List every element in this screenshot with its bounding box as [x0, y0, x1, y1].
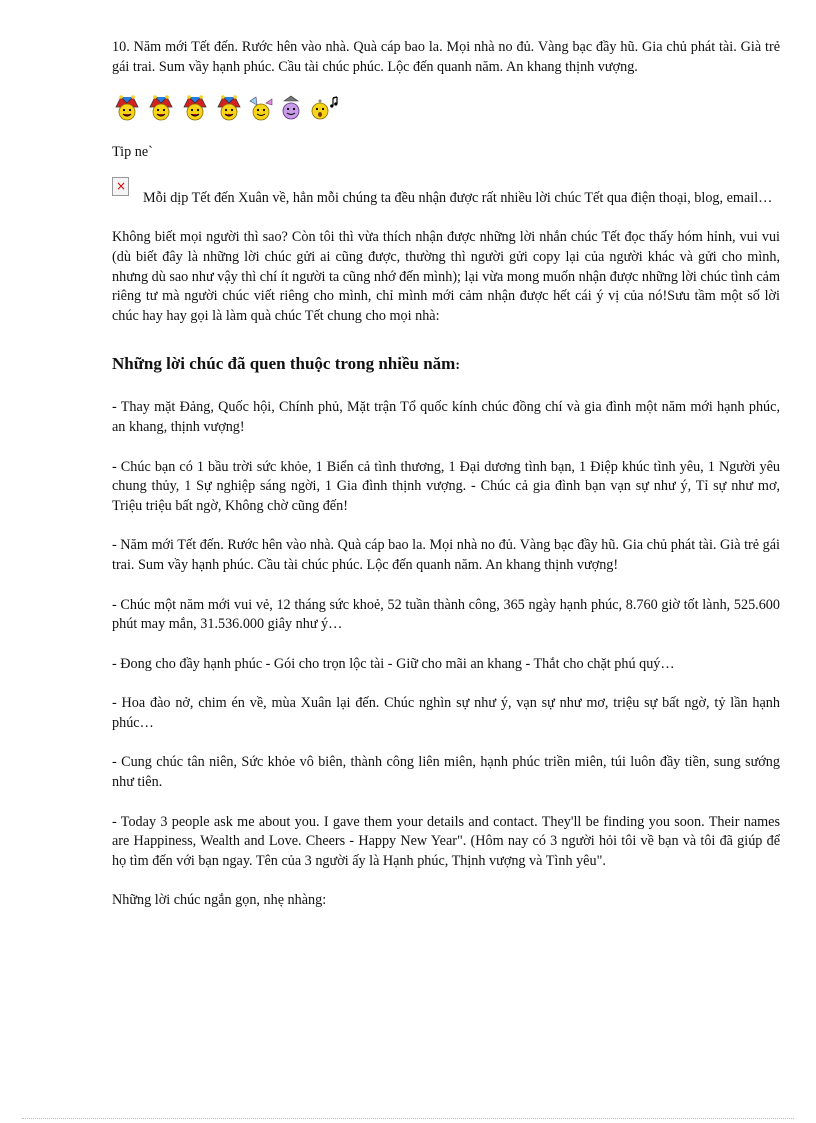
section-heading-text: Những lời chúc đã quen thuộc trong nhiều năm [112, 354, 456, 374]
wish-paragraph: - Chúc bạn có 1 bầu trời sức khỏe, 1 Biển cả tình thương, 1 Đại dương tình bạn, 1 Điệp khúc tình yêu, 1 Người yêu chung thủy, 1 Sự nghiệp sáng ngời, 1 Gia đình thịnh vượng. - Chúc cả gia đình bạn vạn sự như ý, Tỉ sự như mơ, Triệu triệu bất ngờ, Không chờ cũng đến! [112, 458, 780, 514]
wish-paragraph: - Đong cho đầy hạnh phúc - Gói cho trọn lộc tài - Giữ cho mãi an khang - Thắt cho chặt phú quý… [112, 655, 675, 672]
bell-smiley-icon [278, 95, 304, 121]
section-heading-suffix: : [455, 358, 461, 374]
opinion-paragraph: Không biết mọi người thì sao? Còn tôi thì vừa thích nhận được những lời nhắn chúc Tết đọc thấy hóm hỉnh, vui vui (dù biết đây là những lời chúc gửi ai cũng được, thường thì người gửi copy lại của người khác và gửi cho mình, nhưng dù sao như vậy thì chí ít người ta cũng nhớ đến mình); lại vừa mong muốn nhận được những lời chúc tình cảm riêng tư mà người chúc viết riêng cho mình, chỉ mình mới cảm nhận được hết cái ý vị của nó!Sưu tầm một số lời chúc hay hay gọi là làm quà chúc Tết chung cho mọi nhà: [112, 229, 780, 324]
party-horn-smiley-icon [248, 95, 274, 121]
document-body [112, 38, 780, 911]
tip-paragraph [112, 189, 780, 209]
wish-paragraph: - Thay mặt Đảng, Quốc hội, Chính phủ, Mặt trận Tổ quốc kính chúc đồng chí và gia đình một năm mới hạnh phúc, an khang, thịnh vượng! [112, 399, 780, 435]
music-note-smiley-icon [308, 95, 340, 121]
jester-smiley-icon [180, 95, 210, 121]
jester-smiley-icon [146, 95, 176, 121]
wish-paragraph: - Cung chúc tân niên, Sức khỏe vô biên, thành công liên miên, hạnh phúc triền miên, túi luôn đầy tiền, sung sướng như tiên. [112, 754, 780, 791]
intro-paragraph: 10. Năm mới Tết đến. Rước hên vào nhà. Quà cáp bao la. Mọi nhà no đủ. Vàng bạc đầy hũ. Gia chủ phát tài. Già trẻ gái trai. Sum vầy hạnh phúc. Cầu tài chúc phúc. Lộc đến quanh năm. An khang thịnh vượng. [112, 39, 780, 75]
broken-image-icon [112, 177, 129, 196]
tip-label: Tip ne` [112, 144, 153, 161]
section-heading [112, 352, 780, 378]
emoticon-row [112, 93, 780, 121]
tip-paragraph-text: Mỗi dịp Tết đến Xuân về, hẳn mỗi chúng ta đều nhận được rất nhiều lời chúc Tết qua điện thoại, blog, email… [143, 189, 773, 206]
wish-paragraph: - Today 3 people ask me about you. I gave them your details and contact. They'll be finding you soon. Their names are Happiness, Wealth and Love. Cheers - Happy New Year". (Hôm nay có 3 người hỏi tôi về bạn và tôi đã giúp để họ tìm đến với bạn ngay. Tên của 3 người ấy là Hạnh phúc, Thịnh vượng và Tình yêu". [112, 813, 780, 869]
page-bottom-divider [22, 1118, 794, 1119]
jester-smiley-icon [214, 95, 244, 121]
wish-paragraph: - Chúc một năm mới vui vẻ, 12 tháng sức khoẻ, 52 tuần thành công, 365 ngày hạnh phúc, 8.760 giờ tốt lành, 525.600 phút may mắn, 31.536.000 giây như ý… [112, 596, 780, 633]
closing-line: Những lời chúc ngắn gọn, nhẹ nhàng: [112, 892, 327, 909]
wish-paragraph: - Năm mới Tết đến. Rước hên vào nhà. Quà cáp bao la. Mọi nhà no đủ. Vàng bạc đầy hũ. Gia chủ phát tài. Già trẻ gái trai. Sum vầy hạnh phúc. Cầu tài chúc phúc. Lộc đến quanh năm. An khang thịnh vượng! [112, 537, 780, 573]
wish-paragraph: - Hoa đào nở, chim én về, mùa Xuân lại đến. Chúc nghìn sự như ý, vạn sự như mơ, triệu sự bất ngờ, tỷ lần hạnh phúc… [112, 695, 780, 731]
jester-smiley-icon [112, 95, 142, 121]
